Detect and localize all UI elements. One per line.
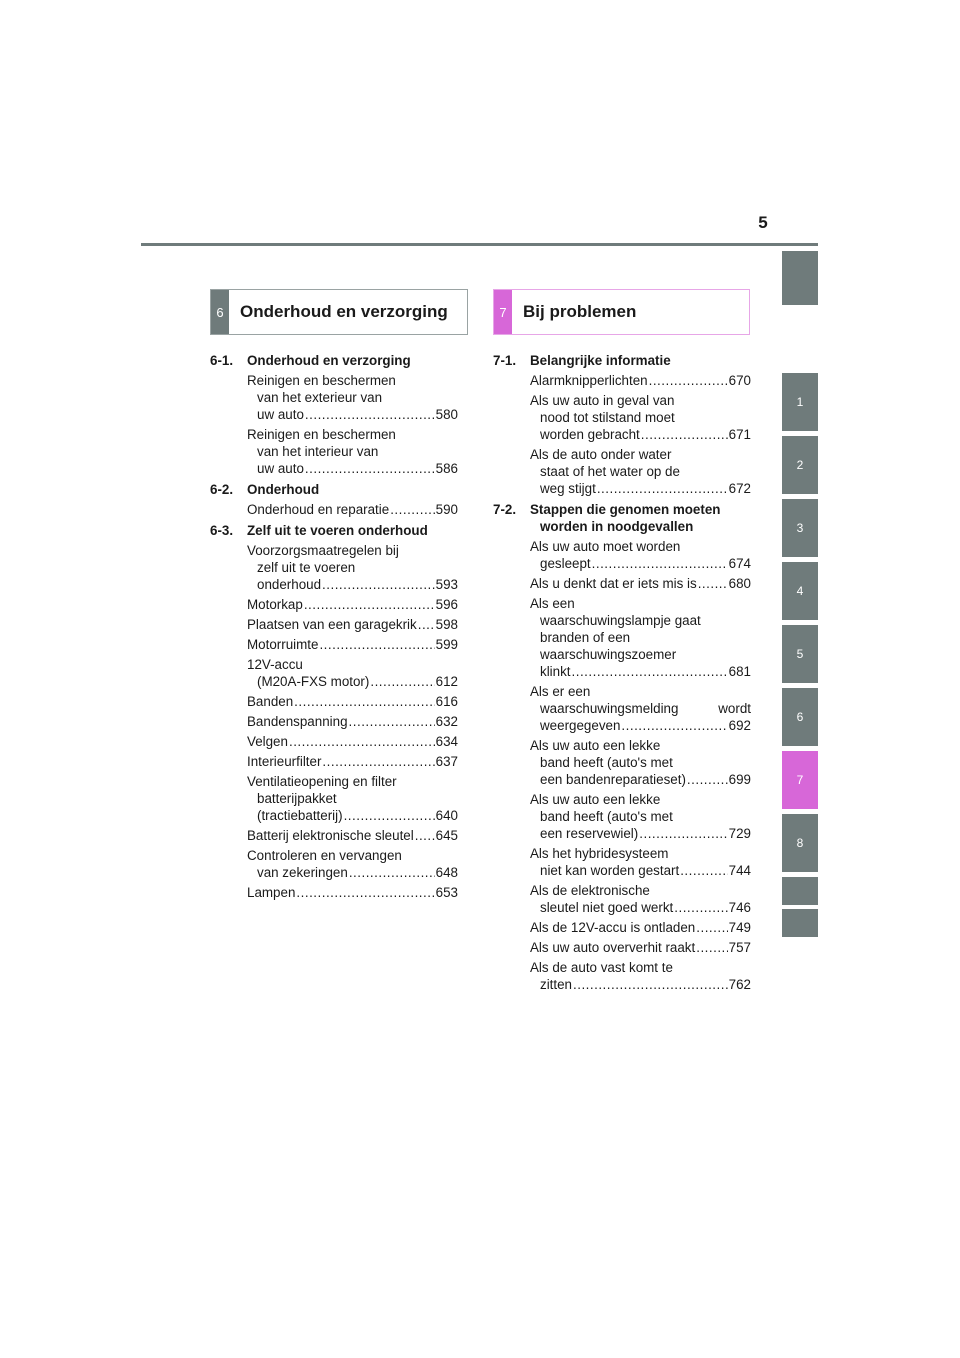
entry-leader-line <box>247 576 458 593</box>
entry-page-number: 634 <box>435 734 458 749</box>
chapter-tab-3[interactable]: 3 <box>782 499 818 557</box>
entry-text-line: batterijpakket <box>257 791 337 806</box>
toc-entry[interactable] <box>247 542 458 593</box>
toc-entry[interactable] <box>247 636 458 653</box>
toc-group-heading <box>210 522 458 539</box>
entry-leader-line <box>530 899 751 916</box>
entry-page-number: 632 <box>435 714 458 729</box>
entry-leader-line <box>247 713 458 730</box>
toc-group <box>210 481 458 518</box>
toc-entry[interactable] <box>247 693 458 710</box>
entry-page-number: 586 <box>435 461 458 476</box>
entry-page-number: 645 <box>435 828 458 843</box>
toc-entry[interactable] <box>247 501 458 518</box>
entry-text-line: Ventilatieopening en filter <box>247 774 397 789</box>
entry-text-last: Bandenspanning <box>247 714 348 729</box>
toc-column-6 <box>210 352 458 905</box>
entry-leader-line <box>247 406 458 423</box>
dot-leader <box>415 827 435 844</box>
entry-text-last: sleutel niet goed werkt <box>540 900 674 915</box>
dot-leader <box>680 862 727 879</box>
entry-text-last: Plaatsen van een garagekrik <box>247 617 417 632</box>
entry-page-number: 590 <box>435 502 458 517</box>
entry-text-last: Als uw auto oververhit raakt <box>530 940 696 955</box>
dot-leader <box>621 717 727 734</box>
dot-leader <box>674 899 727 916</box>
entry-leader-line <box>247 827 458 844</box>
entry-leader-line <box>530 480 751 497</box>
toc-group <box>210 522 458 901</box>
entry-text-line: Als de elektronische <box>530 883 650 898</box>
entry-leader-line <box>530 663 751 680</box>
entry-text-line: Als de auto onder water <box>530 447 672 462</box>
entry-leader-line <box>247 596 458 613</box>
toc-entry[interactable] <box>247 656 458 690</box>
entry-page-number: 746 <box>728 900 751 915</box>
dot-leader <box>696 939 727 956</box>
toc-group-heading <box>210 352 458 369</box>
dot-leader <box>304 596 435 613</box>
entry-text-last: Als u denkt dat er iets mis is <box>530 576 697 591</box>
toc-group-heading <box>210 481 458 498</box>
entry-leader-line <box>530 825 751 842</box>
entry-text-last: gesleept <box>540 556 591 571</box>
entry-page-number: 648 <box>435 865 458 880</box>
entry-page-number: 699 <box>728 772 751 787</box>
section-header-7 <box>493 289 750 335</box>
entry-leader-line <box>530 555 751 572</box>
dot-leader <box>572 663 728 680</box>
entry-text-last: (tractiebatterij) <box>257 808 343 823</box>
group-title <box>247 481 458 498</box>
entry-leader-line <box>530 372 751 389</box>
toc-group-heading <box>493 352 751 369</box>
toc-entry[interactable] <box>247 753 458 770</box>
entry-leader-line <box>530 919 751 936</box>
entry-text-last: uw auto <box>257 461 304 476</box>
entry-text-line: band heeft (auto's met <box>540 755 673 770</box>
group-title <box>247 522 458 539</box>
section-title-6: Onderhoud en verzorging <box>240 302 448 321</box>
group-title-line: Belangrijke informatie <box>530 353 671 368</box>
entry-text-last: Motorruimte <box>247 637 319 652</box>
entry-page-number: 672 <box>728 481 751 496</box>
entry-word: waarschuwingsmelding <box>540 701 679 716</box>
entry-page-number: 637 <box>435 754 458 769</box>
entry-text-line: Als uw auto een lekke <box>530 792 661 807</box>
entry-text-last: Interieurfilter <box>247 754 322 769</box>
entry-text-line: staat of het water op de <box>540 464 680 479</box>
entry-text-last: niet kan worden gestart <box>540 863 680 878</box>
toc-group <box>493 352 751 497</box>
entry-leader-line <box>530 862 751 879</box>
dot-leader <box>698 575 728 592</box>
dot-leader <box>294 693 434 710</box>
entry-page-number: 670 <box>728 373 751 388</box>
entry-text-line: Als het hybridesysteem <box>530 846 669 861</box>
entry-text-last: een bandenreparatieset) <box>540 772 686 787</box>
entry-page-number: 580 <box>435 407 458 422</box>
toc-entry[interactable] <box>530 595 751 680</box>
entry-leader-line <box>247 864 458 881</box>
entry-text-last: (M20A-FXS motor) <box>257 674 370 689</box>
entry-text-line: van het interieur van <box>257 444 379 459</box>
group-title-line: Stappen die genomen moeten <box>530 502 721 517</box>
toc-entry[interactable] <box>247 426 458 477</box>
entry-text-line: van het exterieur van <box>257 390 383 405</box>
toc-entry[interactable] <box>530 882 751 916</box>
chapter-tab-blank-9[interactable] <box>782 877 818 905</box>
entry-leader-line <box>247 673 458 690</box>
group-number: 7-2. <box>493 502 517 517</box>
entry-page-number: 640 <box>435 808 458 823</box>
entry-text-line: Controleren en vervangen <box>247 848 402 863</box>
entry-text-line: Voorzorgsmaatregelen bij <box>247 543 399 558</box>
group-title-line: worden in noodgevallen <box>540 519 694 534</box>
entry-word: wordt <box>718 701 751 716</box>
toc-entry[interactable] <box>530 392 751 443</box>
chapter-tab-strip <box>782 0 818 1358</box>
dot-leader <box>305 406 435 423</box>
entry-leader-line <box>247 807 458 824</box>
entry-leader-line <box>530 575 751 592</box>
entry-text-line: Als de auto vast komt te <box>530 960 673 975</box>
dot-leader <box>639 825 727 842</box>
entry-text-line: band heeft (auto's met <box>540 809 673 824</box>
toc-group-heading <box>493 501 751 535</box>
toc-entry[interactable] <box>530 372 751 389</box>
entry-leader-line <box>247 460 458 477</box>
dot-leader <box>322 753 434 770</box>
entry-text-last: van zekeringen <box>257 865 348 880</box>
entry-page-number: 762 <box>728 977 751 992</box>
entry-text-last: een reservewiel) <box>540 826 639 841</box>
toc-entry[interactable] <box>530 939 751 956</box>
toc-entry[interactable] <box>247 616 458 633</box>
toc-column-7 <box>493 352 751 997</box>
entry-text-line: Als uw auto moet worden <box>530 539 681 554</box>
entry-leader-line <box>247 884 458 901</box>
chapter-tab-8[interactable]: 8 <box>782 814 818 872</box>
entry-text-last: worden gebracht <box>540 427 640 442</box>
dot-leader <box>344 807 435 824</box>
entry-text-last: Velgen <box>247 734 288 749</box>
entry-leader-line <box>247 636 458 653</box>
entry-text-line: zelf uit te voeren <box>257 560 356 575</box>
entry-text-last: weg stijgt <box>540 481 596 496</box>
group-title <box>247 352 458 369</box>
entry-text-last: onderhoud <box>257 577 322 592</box>
toc-entry[interactable] <box>530 446 751 497</box>
section-number-7: 7 <box>494 290 512 334</box>
dot-leader <box>597 480 728 497</box>
dot-leader <box>573 976 728 993</box>
entry-leader-line <box>530 717 751 734</box>
entry-text-line: Als een <box>530 596 575 611</box>
entry-text-line: Reinigen en beschermen <box>247 427 396 442</box>
entry-page-number: 749 <box>728 920 751 935</box>
toc-entry[interactable] <box>247 372 458 423</box>
entry-leader-line <box>530 976 751 993</box>
dot-leader <box>289 733 435 750</box>
entry-page-number: 616 <box>435 694 458 709</box>
entry-text-line: branden of een <box>540 630 631 645</box>
entry-leader-line <box>247 693 458 710</box>
entry-leader-line <box>247 616 458 633</box>
group-title-line: Onderhoud en verzorging <box>247 353 411 368</box>
entry-text-line: Als uw auto in geval van <box>530 393 675 408</box>
toc-entry[interactable] <box>247 713 458 730</box>
entry-text-last: Onderhoud en reparatie <box>247 502 390 517</box>
entry-text-line: Als er een <box>530 684 591 699</box>
dot-leader <box>687 771 728 788</box>
entry-leader-line <box>530 771 751 788</box>
section-header-6 <box>210 289 468 335</box>
entry-page-number: 680 <box>728 576 751 591</box>
chapter-tab-blank-10[interactable] <box>782 909 818 937</box>
group-title-line: Zelf uit te voeren onderhoud <box>247 523 428 538</box>
entry-page-number: 744 <box>728 863 751 878</box>
entry-text-line: 12V-accu <box>247 657 303 672</box>
chapter-tab-blank-0[interactable] <box>782 251 818 305</box>
entry-page-number: 671 <box>728 427 751 442</box>
dot-leader <box>296 884 434 901</box>
entry-text-last: weergegeven <box>540 718 621 733</box>
toc-entry[interactable] <box>530 919 751 936</box>
dot-leader <box>649 372 728 389</box>
chapter-tab-6[interactable]: 6 <box>782 688 818 746</box>
entry-leader-line <box>530 939 751 956</box>
toc-entry[interactable] <box>530 575 751 592</box>
chapter-tab-1[interactable]: 1 <box>782 373 818 431</box>
entry-text-line: nood tot stilstand moet <box>540 410 675 425</box>
entry-page-number: 599 <box>435 637 458 652</box>
entry-leader-line <box>530 426 751 443</box>
entry-page-number: 757 <box>728 940 751 955</box>
entry-leader-line <box>247 733 458 750</box>
entry-page-number: 653 <box>435 885 458 900</box>
entry-text-last: Alarmknipperlichten <box>530 373 648 388</box>
dot-leader <box>305 460 435 477</box>
entry-leader-line <box>247 753 458 770</box>
dot-leader <box>641 426 728 443</box>
chapter-tab-4[interactable]: 4 <box>782 562 818 620</box>
entry-page-number: 692 <box>728 718 751 733</box>
entry-text-last: Lampen <box>247 885 296 900</box>
entry-text-last: zitten <box>540 977 573 992</box>
entry-page-number: 593 <box>435 577 458 592</box>
chapter-tab-5[interactable]: 5 <box>782 625 818 683</box>
entry-text-last: Batterij elektronische sleutel <box>247 828 414 843</box>
group-number: 6-2. <box>210 482 234 497</box>
entry-text-line: Als uw auto een lekke <box>530 738 661 753</box>
entry-leader-line <box>247 501 458 518</box>
toc-group <box>493 501 751 993</box>
dot-leader <box>349 864 435 881</box>
group-number: 7-1. <box>493 353 517 368</box>
entry-text-last: klinkt <box>540 664 571 679</box>
entry-text-last: Banden <box>247 694 294 709</box>
entry-page-number: 598 <box>435 617 458 632</box>
toc-entry[interactable] <box>247 733 458 750</box>
dot-leader <box>370 673 434 690</box>
toc-entry[interactable] <box>530 959 751 993</box>
toc-entry[interactable] <box>530 683 751 734</box>
entry-text-last: Als de 12V-accu is ontladen <box>530 920 696 935</box>
toc-entry[interactable] <box>530 538 751 572</box>
toc-entry[interactable] <box>247 847 458 881</box>
dot-leader <box>390 501 434 518</box>
section-number-6: 6 <box>211 290 229 334</box>
dot-leader <box>322 576 435 593</box>
toc-group <box>210 352 458 477</box>
header-rule <box>141 243 818 246</box>
entry-text-last: uw auto <box>257 407 304 422</box>
entry-text-line: waarschuwingslampje gaat <box>540 613 701 628</box>
dot-leader <box>592 555 728 572</box>
dot-leader <box>696 919 727 936</box>
toc-entry[interactable] <box>530 845 751 879</box>
page-number: 5 <box>758 213 768 232</box>
entry-text-line <box>530 700 751 717</box>
group-title <box>530 501 751 535</box>
toc-entry[interactable] <box>247 884 458 901</box>
toc-entry[interactable] <box>247 827 458 844</box>
dot-leader <box>418 616 435 633</box>
entry-page-number: 674 <box>728 556 751 571</box>
entry-page-number: 612 <box>435 674 458 689</box>
chapter-tab-7[interactable]: 7 <box>782 751 818 809</box>
entry-text-line: Reinigen en beschermen <box>247 373 396 388</box>
chapter-tab-2[interactable]: 2 <box>782 436 818 494</box>
group-number: 6-1. <box>210 353 234 368</box>
group-title <box>530 352 751 369</box>
group-title-line: Onderhoud <box>247 482 320 497</box>
toc-entry[interactable] <box>247 773 458 824</box>
section-title-7: Bij problemen <box>523 302 637 321</box>
toc-entry[interactable] <box>530 791 751 842</box>
group-number: 6-3. <box>210 523 234 538</box>
entry-text-last: Motorkap <box>247 597 303 612</box>
entry-page-number: 729 <box>728 826 751 841</box>
dot-leader <box>349 713 435 730</box>
entry-page-number: 681 <box>728 664 751 679</box>
dot-leader <box>319 636 434 653</box>
entry-page-number: 596 <box>435 597 458 612</box>
toc-entry[interactable] <box>247 596 458 613</box>
toc-entry[interactable] <box>530 737 751 788</box>
entry-text-line: waarschuwingszoemer <box>540 647 677 662</box>
